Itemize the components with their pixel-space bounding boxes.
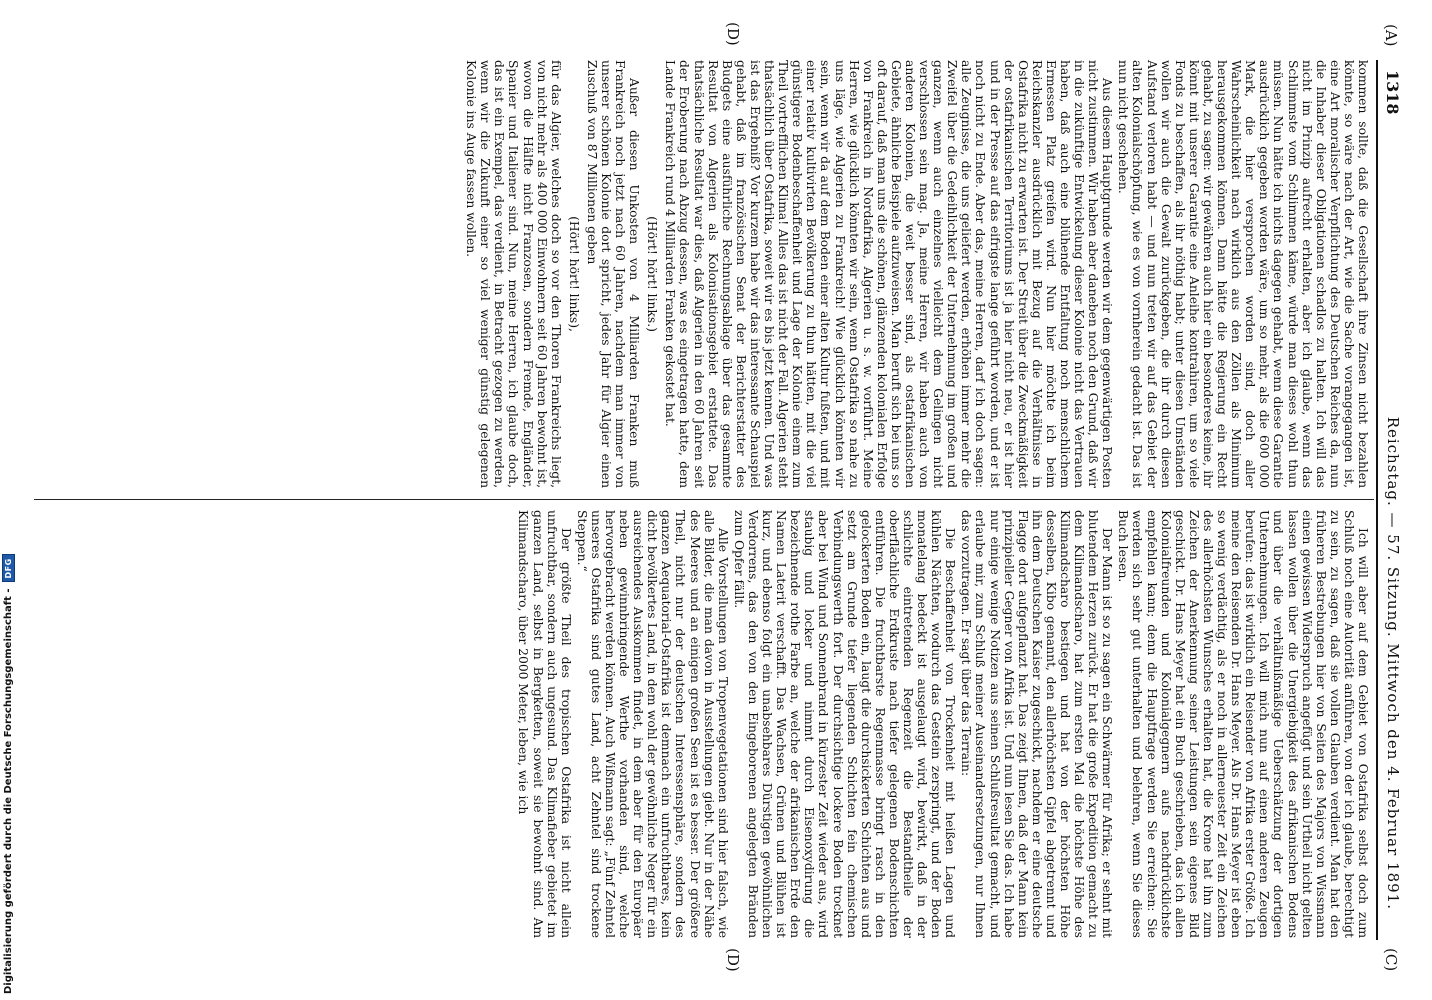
footer-text: Digitalisierung gefördert durch die Deutsche Forschungsgemeinschaft - [3, 588, 14, 994]
paragraph: Aus diesem Hauptgrunde werden wir dem gegenwärtigen Posten nicht zustimmen. Wir haben aber daneben noch den Grund, daß wir in die zukünftige Entwickelung dieser Kolonie nicht das Vertrauen haben, daß auch eine blühende Entfaltung noch menschlichem Ermessen Platz greifen wird. Nun hier möchte ich beim Reichskanzler ausdrücklich mit Bezug auf die Verhältnisse in Ostafrika nicht zu erwarten ist. Der Streit über die Zweckmäßigkeit der ostafrikanischen Territoriums ist ja hier nicht neu, er ist hier und in der Presse auf das eifrigste lange geführt worden, und er ist noch nicht zu Ende. Aber das, meine Herren, darf ich doch sagen: alle Zeugnisse, die uns geliefert werden, erhöhen immer mehr die Zweifel über die Gedeihlichkeit der Unternehmung im großen und ganzen, wenn auch einzelnes vielleicht dem Gelingen nicht verschlossen sein mag. Ja, meine Herren, wir haben auch von anderen Kolonien, die weit besser sind, als ostafrikanischen Gebiete, ähnliche Beispiele aufzuweisen. Man beruft sich bei uns so oft darauf, daß man uns die schönen, glänzenden kolonialen Erfolge von Frankreich in Nordafrika, Algerien u. s. w. vorführt. Meine Herren, wie glücklich könnten wir sein, wenn Ostafrika so nahe zu uns läge, wie Algerien zu Frankreich! Wie glücklich könnten wir sein, wenn wir da auf dem Boden einer alten Kultur fußten, und mit einer relativ kultivirten Bevölkerung zu thun hätten, mit die viel günstigere Bodenbeschaffenheit und Lage der Kolonie einem zum Theil vortrefflichen Klima! Alles das ist nicht der Fall. Algerien steht thatsächlich über Ostafrika, soweit wir es bis jetzt kennen. Und was ist das Ergebniß? Vor kurzem habe wir das interessante Schauspiel gehabt, daß im französischen Senat der Berichterstatter des Budgets eine ausführliche Rechnungsablage über das gesammte Resultat von Algerien als Kolonisationsgebiet erstattete. Das thatsächliche Resultat war dies, daß Algerien in den 60 Jahren seit der Eroberung nach Abzug dessen, was es eingetragen hatte, dem Lande Frankreich rund 4 Milliarden Franken gekostet hat. [663, 60, 1115, 488]
left-column [462, 60, 1370, 488]
interjection: (Hört! hört! links), [566, 216, 581, 332]
quotation: Die Beschaffenheit von Trockenheit mit heißen Lagen und kühlen Nächten, wodurch das Gestein zerspringt, und der Boden monatelang bedeckt ist ausgelaugt wird, bewirkt, daß in der schlichte eintretenden Regenzeit die Bestandtheile der oberflächliche Erdkruste nach tiefer gelegenen Bodenschichten entführen. Die fruchtbarste Regenmasse bringt rasch in den gelockerten Boden ein, laugt die durchsickerten Schichten aus und setzt am Grunde tiefer liegenden Schichten fein chemischen Verbindungswerth fort. Der durchsichtige lockere Boden trocknet aber bei Wind und Sonnenbrand in kürzester Zeit wieder aus, wird staubig und locker und nimmt durch Eisenoxydirung die bezeichnende rothe Farbe an, welche der afrikanischen Erde den Namen Laterit verschafft. Das Wachsen, Grünen und Blühen ist kurz, und ebenso folgt ein unabsehbares Dürstigen gewöhnlichen Verdorrens, das den von den Eingeborenen angelegten Bränden zum Opfer fällt. [731, 510, 958, 938]
margin-marker-d-right: (D) [724, 948, 742, 972]
paragraph: kommen sollte, daß die Gesellschaft ihre Zinsen nicht bezahlen könnte, so wäre nach der Art, wie die Sache vorangegangen ist, eine Art moralischer Verpflichtung des Deutschen Reiches da, nun die Inhaber dieser Obligationen schadlos zu halten. Ich will das nicht im Prinzip aufrecht erhalten, aber ich glaube, wenn das Schlimmste vom Schlimmen käme, würde man dieses wohl thun müssen. Nun hätte ich nichts dagegen gehabt, wenn diese Garantie ausdrücklich gegeben worden wäre, um so mehr, als die 600 000 Mark, die hier versprochen worden sind, doch aller Wahrscheinlichkeit nach wirklich aus den Zöllen als Minimum herausgekommen können. Dann hätte die Regierung ein Recht gehabt, zu sagen: wir gewähren auch hier ein besonderes keine, ihr könnt mit unserer Garantie eine Anleihe kontrahiren, um so viele Fonds zu beschaffen, als ihr nöthig habt; unter diesen Umständen wollen wir auch die Gewalt zurückgeben, die ihr durch diesen Aufstand verloren habt — und nun treten wir auf das Gebiet der alten Kolonialschöpfung, wie es von vornherein gedacht ist. Das ist nun nicht geschehen. [1116, 60, 1370, 488]
page-number: 1318 [1383, 70, 1402, 115]
right-column [514, 510, 1370, 938]
header-rule [1376, 60, 1378, 940]
margin-marker-a: (A) [1382, 24, 1400, 47]
quotation: Alle Vorstellungen von Tropenvegetationen sind hier falsch, wie alle Bilder, die man davon in Ausstellungen giebt. Nur in der Nähe des Meeres und an einigen großen Seen ist es besser. Der größere Theil, nicht nur der deutschen Interessensphäre, sondern des ganzen Aequatorial-Ostafrika ist demnach ein unfruchtbares, kein dicht bevölkertes Land, in dem wohl der gewöhnliche Neger für ein ausreichendes Auskommen findet, in dem aber für den Europäer neben gewinnbringende Werthe vorhanden sind, welche hervorgebracht werden können. Auch Wißmann sagt: „Fünf Zehntel unseres Ostafrika sind gutes Land, acht Zehntel sind trockene Steppen.“ [574, 510, 730, 938]
column-divider [34, 499, 1374, 500]
margin-marker-d-left: (D) [724, 22, 742, 46]
paragraph: für das Algier, welches doch so vor den Thoren Frankreichs liegt, von nicht mehr als 400 000 Einwohnern seit 60 Jahren bewohnt ist, wovon die Hälfte nicht Franzosen, sondern Fremde, Engländer, Spanier und Italiener sind. Nun, meine Herren, ich glaube doch, das ist ein Exempel, das verdient, in Betracht gezogen zu werden, wenn wir die Zukunft einer so viel weniger günstig gelegenen Kolonie ins Auge fassen wollen. [464, 60, 563, 488]
paragraph: Der Mann ist so zu sagen ein Schwärmer für Afrika; er sehnt mit blutendem Herzen zurück. Er hat die große Expedition gemacht zu dem Kilimandscharo, hat zum ersten Mal die höchste Höhe des Kilimandscharo bestiegen und hat von der höchsten Höhe desselben, Kibo genannt, den allerhöchsten Gipfel abgetrennt und ihn dem Deutschen Kaiser zugeschickt, nachdem er eine deutsche Flagge dort aufgepflanzt hat. Das zeigt Ihnen, daß der Mann kein prinzipieller Gegner von Afrika ist. Und nun lesen Sie das. Ich habe nur einige wenige Notizen aus seinen Schlußresultat gemacht, und erlaube mir, zum Schluß meiner Auseinandersetzungen, nur Ihnen das vorzutragen. Er sagt über das Terrain: [959, 510, 1115, 938]
page-header-title: Reichstag. — 57. Sitzung. Mittwoch den 4. Februar 1891. [1384, 416, 1402, 910]
margin-marker-c: (C) [1382, 948, 1400, 972]
digitization-footer [2, 0, 15, 1000]
paragraph: Ich will aber auf dem Gebiet von Ostafrika selbst doch zum Schluß noch eine Autorität anführen, von der ich glaube, berechtigt zu sein, zu sagen, daß sie vollen Glauben verdient. Man hat den früheren Bestrebungen hier von Seiten des Majors von Wissmann einen gewissen Widerspruch angefügt und sein Urtheil nicht gelten lassen wollen über die Unergiebigkeit des afrikanischen Bodens und über die verhältnißmäßige Ueberschätzung der dortigen Unternehmungen. Ich will mich nun auf einen anderen Zeugen berufen: das ist wirklich ein Reisender von Afrika erster Größe. Ich meine den Reisenden Dr. Hans Meyer. Als Dr. Hans Meyer ist eben so wenig verdächtig, als er noch in allerneuester Zeit ein Zeichen des allerhöchsten Wunsches erhalten hat, die Krone hat ihn zum Zeichen der Anerkennung seiner Leistungen sein eigenes Bild geschickt. Dr. Hans Meyer hat ein Buch geschrieben, das ich allen Kolonialfreunden und Kolonialgegnern aufs nachdrücklichste empfehlen kann; denn die Hauptfrage werden Sie erreichen: Sie werden sich sehr gut unterhalten und belehren, wenn Sie dieses Buch lesen. [1116, 510, 1370, 938]
dfg-logo: DFG [2, 554, 15, 582]
quotation: Der größte Theil des tropischen Ostafrika ist nicht allein unfruchtbar, sondern auch ungesund. Das Klimafieber gebietet im ganzen Land, selbst in Bergketten, soweit sie bewohnt sind. Am Kilimandscharo, über 2000 Meter, leben, wie ich [516, 510, 573, 938]
paragraph: Außer diesen Unkosten von 4 Milliarden Franken muß Frankreich noch jetzt nach 60 Jahren, nachdem man immer von unserer schönen Kolonie dort spricht, jedes Jahr für Algier einen Zuschuß von 87 Millionen geben [584, 60, 642, 488]
interjection: (Hört! hört! links.) [645, 216, 660, 332]
